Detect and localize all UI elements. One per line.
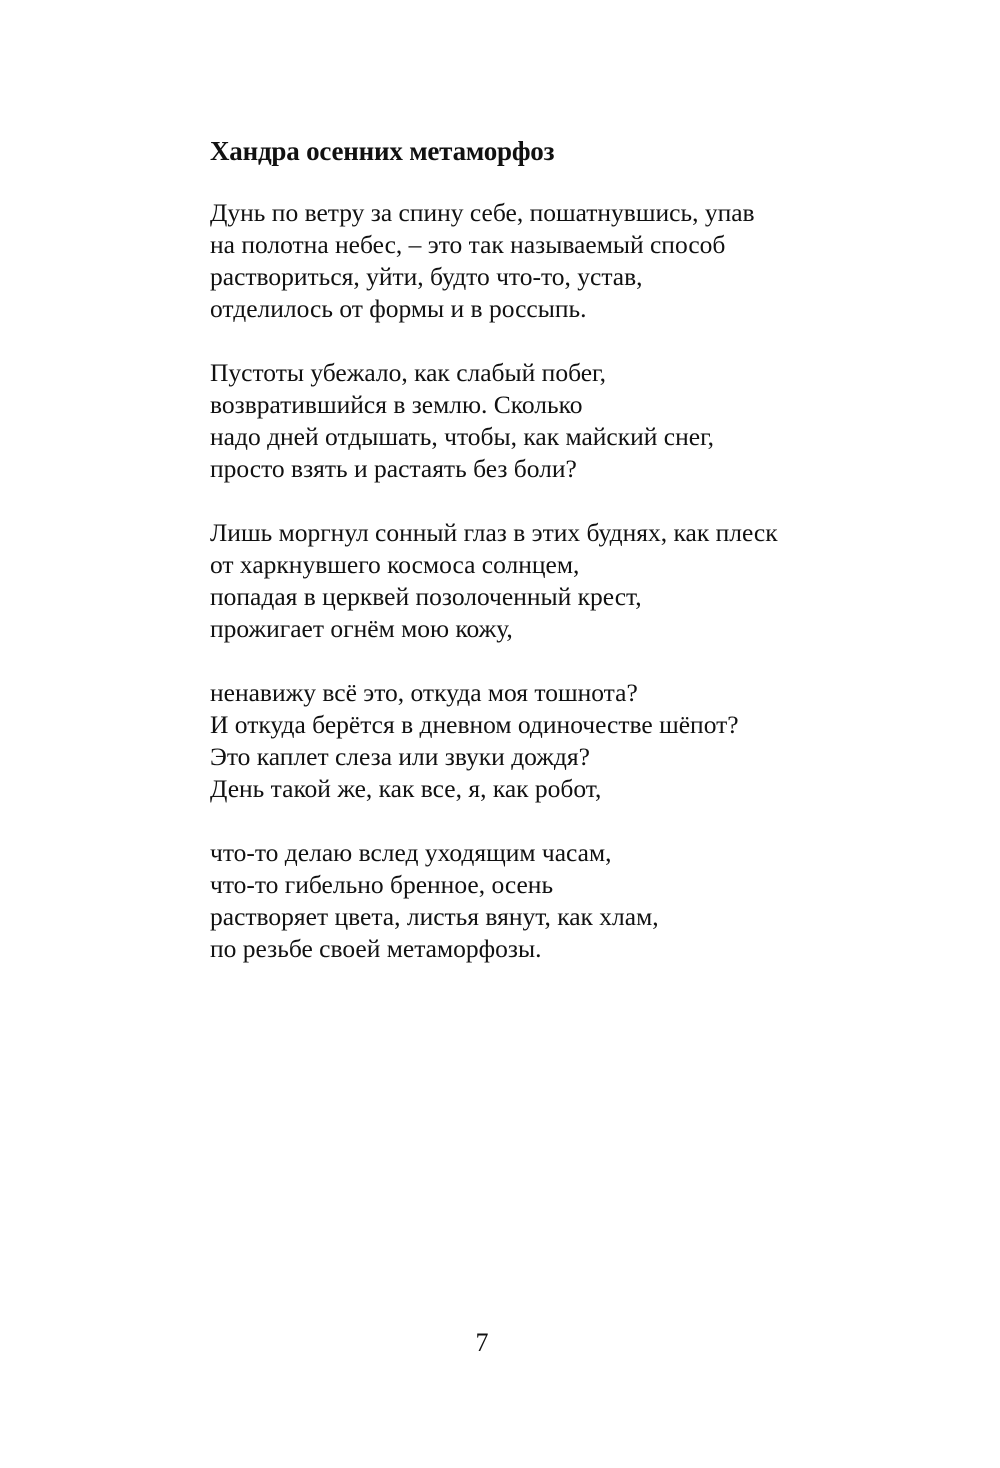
poem-line: на полотна небес, – это так называемый способ	[210, 230, 726, 259]
stanza-4	[210, 677, 970, 805]
poem-body	[210, 197, 970, 997]
stanza-1	[210, 197, 970, 325]
poem-line: возвратившийся в землю. Сколько	[210, 390, 583, 419]
poem-line: Пустоты убежало, как слабый побег,	[210, 358, 606, 387]
poem-line: И откуда берётся в дневном одиночестве шёпот?	[210, 710, 739, 739]
poem-line: от харкнувшего космоса солнцем,	[210, 550, 580, 579]
poem-line: что-то гибельно бренное, осень	[210, 870, 554, 899]
page-number: 7	[475, 1328, 489, 1357]
poem-line: просто взять и растаять без боли?	[210, 454, 577, 483]
poem-line: прожигает огнём мою кожу,	[210, 614, 513, 643]
poem-title: Хандра осенних метаморфоз	[210, 136, 555, 166]
poem-line: Это каплет слеза или звуки дождя?	[210, 742, 590, 771]
poem-line: Дунь по ветру за спину себе, пошатнувшись, упав	[210, 198, 755, 227]
poem-line: по резьбе своей метаморфозы.	[210, 934, 542, 963]
poem-line: ненавижу всё это, откуда моя тошнота?	[210, 678, 638, 707]
poem-line: надо дней отдышать, чтобы, как майский снег,	[210, 422, 715, 451]
poem-line: День такой же, как все, я, как робот,	[210, 774, 602, 803]
poem-line: что-то делаю вслед уходящим часам,	[210, 838, 612, 867]
stanza-3	[210, 517, 970, 645]
poem-line: Лишь моргнул сонный глаз в этих буднях, как плеск	[210, 518, 778, 547]
poem-line: раствориться, уйти, будто что-то, устав,	[210, 262, 643, 291]
stanza-2	[210, 357, 970, 485]
poem-line: растворяет цвета, листья вянут, как хлам,	[210, 902, 659, 931]
poem-line: отделилось от формы и в россыпь.	[210, 294, 587, 323]
poem-line: попадая в церквей позолоченный крест,	[210, 582, 642, 611]
stanza-5	[210, 837, 970, 965]
